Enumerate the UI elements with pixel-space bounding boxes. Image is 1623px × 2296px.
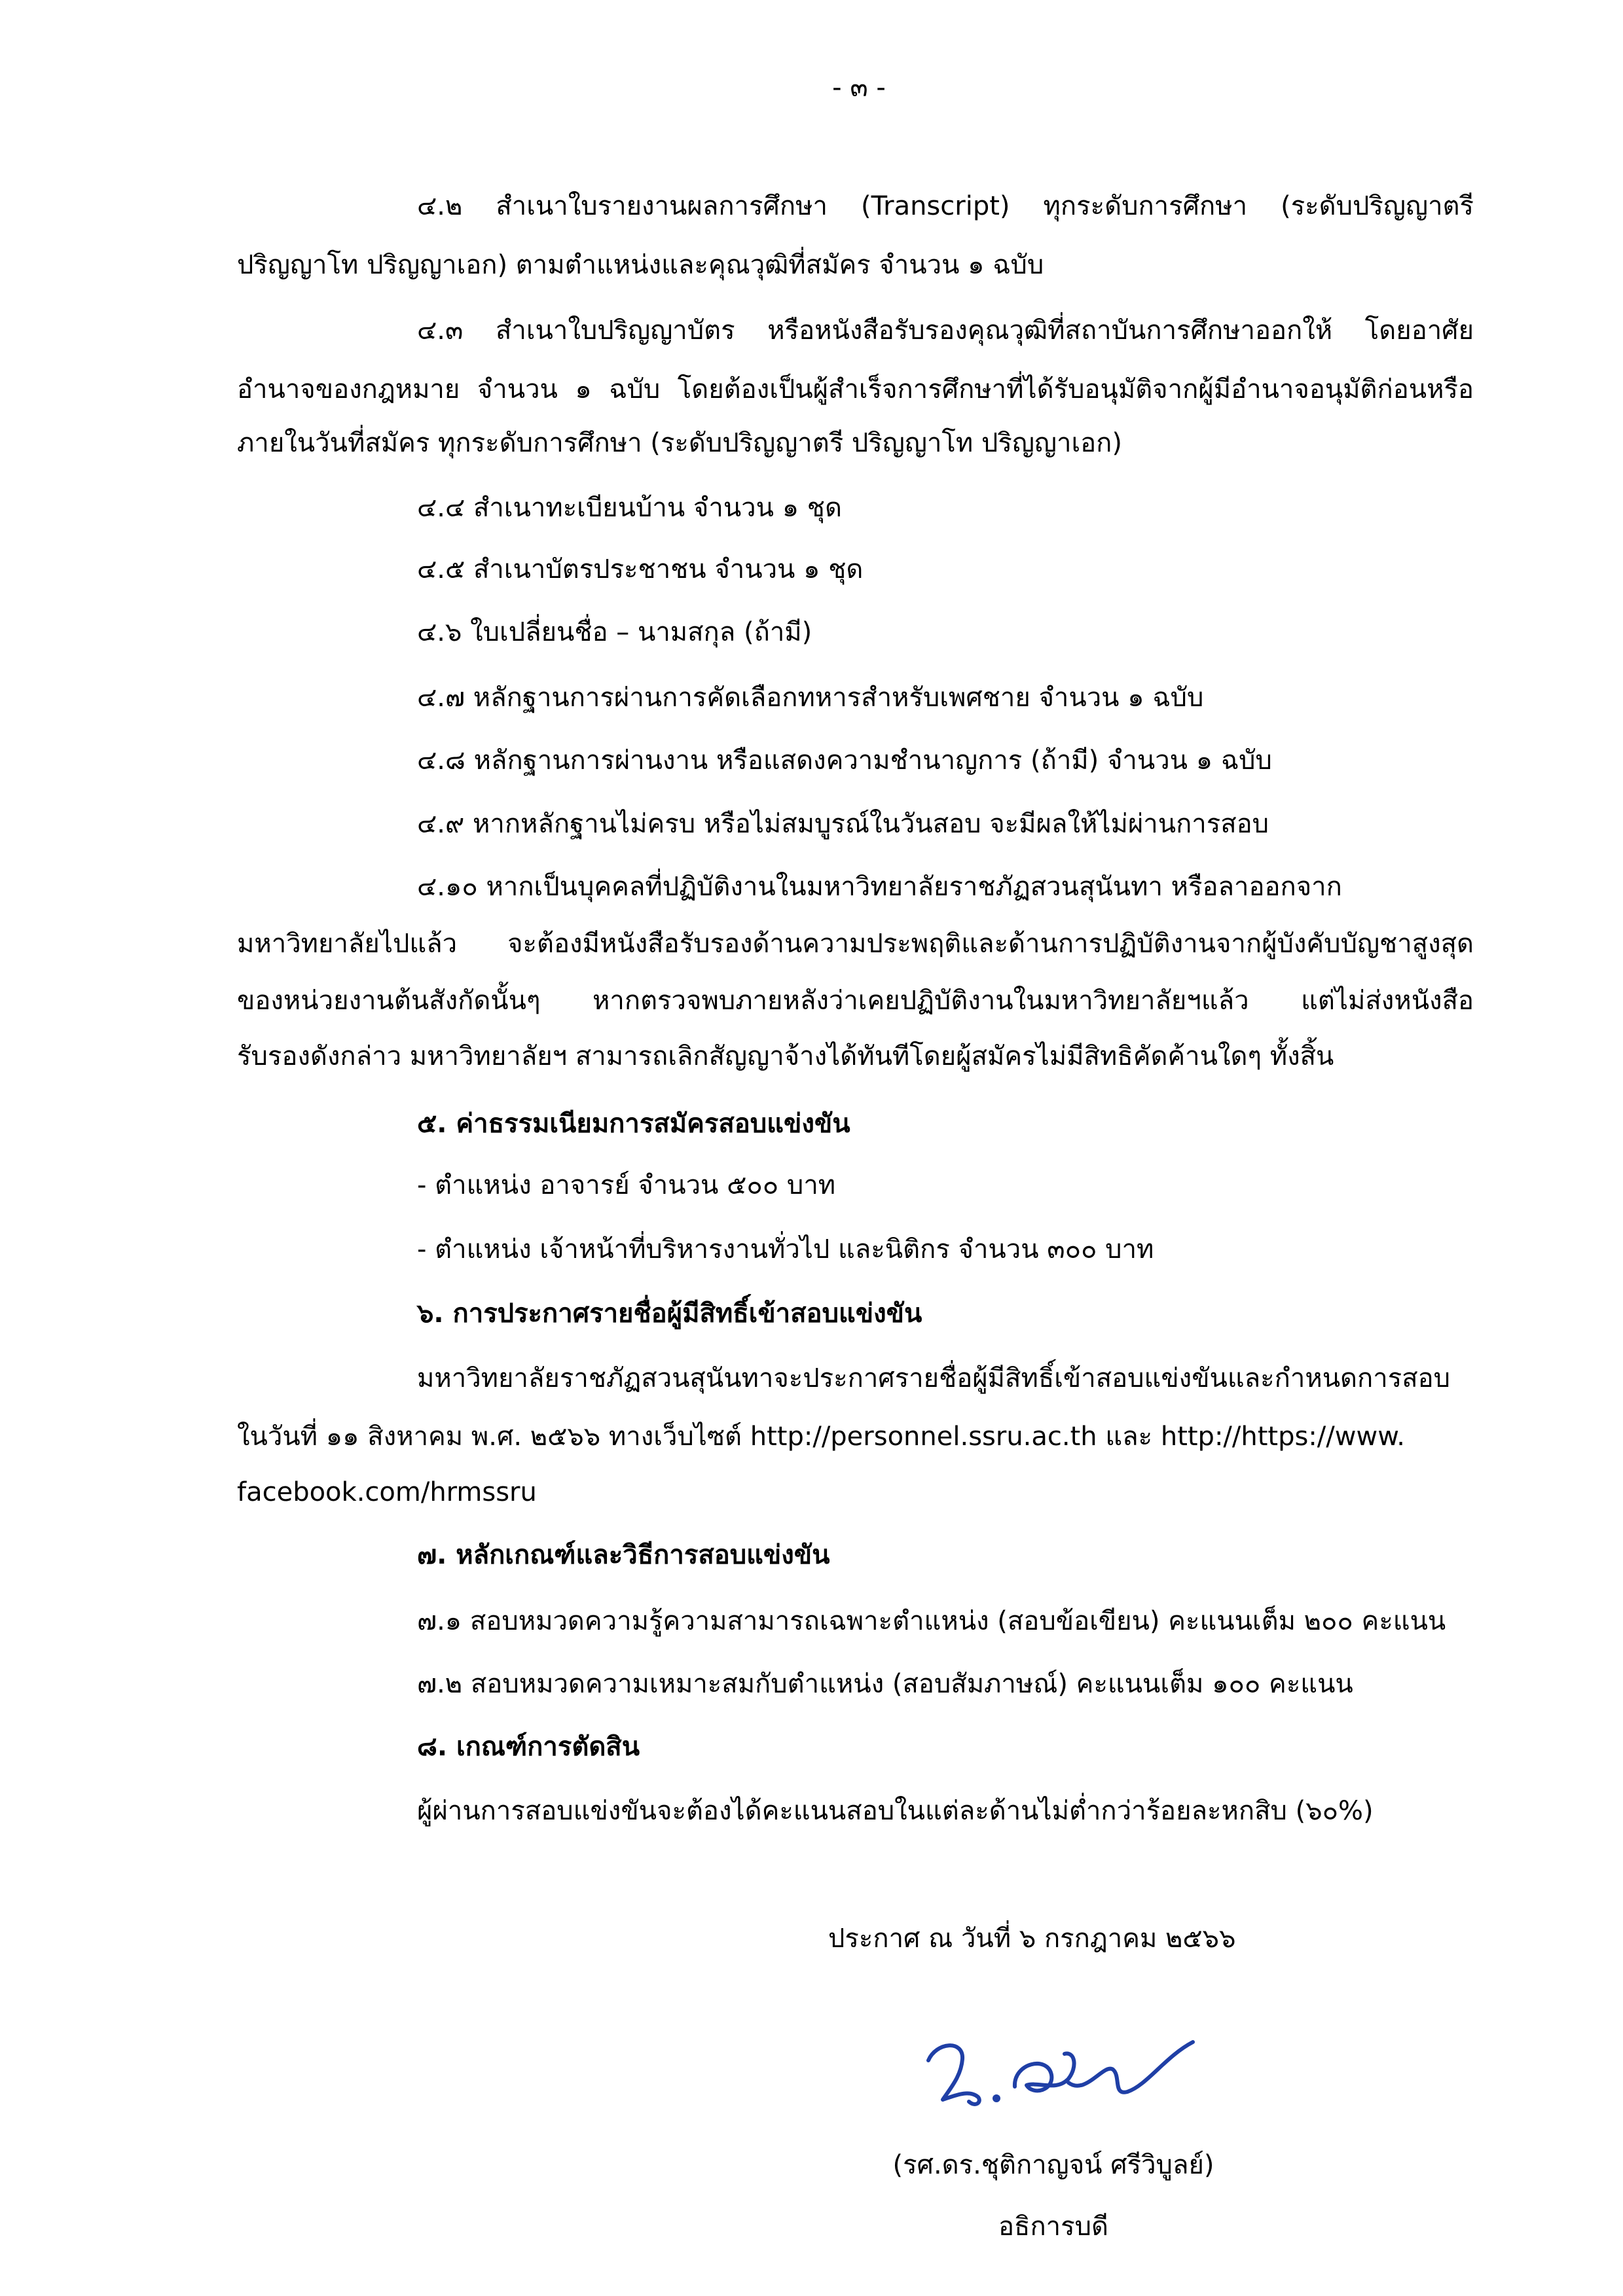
item-4-6: ๔.๖ ใบเปลี่ยนชื่อ – นามสกุล (ถ้ามี): [417, 617, 812, 647]
item-4-3-line-2: อำนาจของกฎหมาย จำนวน ๑ ฉบับ โดยต้องเป็นผู้สำเร็จการศึกษาที่ได้รับอนุมัติจากผู้มีอำนาจอนุมัติก่อนหรือ: [237, 374, 1474, 404]
signature-stroke-2: [1015, 2054, 1074, 2091]
item-4-10-line-2: มหาวิทยาลัยไปแล้ว จะต้องมีหนังสือรับรองด้านความประพฤติและด้านการปฏิบัติงานจากผู้บังคับบัญชาสูงสุด: [237, 929, 1474, 959]
item-4-10-line-4: รับรองดังกล่าว มหาวิทยาลัยฯ สามารถเลิกสัญญาจ้างได้ทันทีโดยผู้สมัครไม่มีสิทธิคัดค้านใดๆ ทั้งสิ้น: [237, 1041, 1334, 1071]
section-8-paragraph: ผู้ผ่านการสอบแข่งขันจะต้องได้คะแนนสอบในแต่ละด้านไม่ต่ำกว่าร้อยละหกสิบ (๖๐%): [417, 1796, 1374, 1826]
section-7-heading: ๗. หลักเกณฑ์และวิธีการสอบแข่งขัน: [417, 1540, 830, 1570]
announcement-date: ประกาศ ณ วันที่ ๖ กรกฎาคม ๒๕๖๖: [828, 1924, 1236, 1954]
section-6-paragraph-line-3: facebook.com/hrmssru: [237, 1477, 537, 1507]
item-4-4: ๔.๔ สำเนาทะเบียนบ้าน จำนวน ๑ ชุด: [417, 493, 842, 523]
item-4-7: ๔.๗ หลักฐานการผ่านการคัดเลือกทหารสำหรับเพศชาย จำนวน ๑ ฉบับ: [417, 683, 1204, 713]
item-4-3-line-3: ภายในวันที่สมัคร ทุกระดับการศึกษา (ระดับปริญญาตรี ปริญญาโท ปริญญาเอก): [237, 428, 1122, 458]
item-4-8: ๔.๘ หลักฐานการผ่านงาน หรือแสดงความชำนาญการ (ถ้ามี) จำนวน ๑ ฉบับ: [417, 745, 1272, 776]
item-4-2-line-1: ๔.๒ สำเนาใบรายงานผลการศึกษา (Transcript) ทุกระดับการศึกษา (ระดับปริญญาตรี: [417, 191, 1474, 221]
signature-stroke-3: [1068, 2042, 1193, 2092]
section-6-paragraph-line-1: มหาวิทยาลัยราชภัฏสวนสุนันทาจะประกาศรายชื่อผู้มีสิทธิ์เข้าสอบแข่งขันและกำหนดการสอบ: [417, 1363, 1451, 1393]
item-4-3-line-1: ๔.๓ สำเนาใบปริญญาบัตร หรือหนังสือรับรองคุณวุฒิที่สถาบันการศึกษาออกให้ โดยอาศัย: [417, 315, 1474, 346]
item-4-10-line-3: ของหน่วยงานต้นสังกัดนั้นๆ หากตรวจพบภายหลังว่าเคยปฏิบัติงานในมหาวิทยาลัยฯแล้ว แต่ไม่ส่งหนังสือ: [237, 986, 1474, 1016]
item-4-2-line-2: ปริญญาโท ปริญญาเอก) ตามตำแหน่งและคุณวุฒิที่สมัคร จำนวน ๑ ฉบับ: [237, 250, 1044, 280]
section-5-item-1: - ตำแหน่ง อาจารย์ จำนวน ๕๐๐ บาท: [417, 1170, 836, 1200]
section-5-item-2: - ตำแหน่ง เจ้าหน้าที่บริหารงานทั่วไป และนิติกร จำนวน ๓๐๐ บาท: [417, 1234, 1154, 1265]
section-7-item-1: ๗.๑ สอบหมวดความรู้ความสามารถเฉพาะตำแหน่ง (สอบข้อเขียน) คะแนนเต็ม ๒๐๐ คะแนน: [417, 1606, 1446, 1636]
section-7-item-2: ๗.๒ สอบหมวดความเหมาะสมกับตำแหน่ง (สอบสัมภาษณ์) คะแนนเต็ม ๑๐๐ คะแนน: [417, 1669, 1353, 1699]
signature: [917, 2022, 1198, 2114]
item-4-10-line-1: ๔.๑๐ หากเป็นบุคคลที่ปฏิบัติงานในมหาวิทยาลัยราชภัฏสวนสุนันทา หรือลาออกจาก: [417, 872, 1342, 902]
section-5-heading: ๕. ค่าธรรมเนียมการสมัครสอบแข่งขัน: [417, 1109, 850, 1139]
page-number: - ๓ -: [832, 73, 886, 103]
signature-dot: [993, 2094, 1000, 2102]
item-4-5: ๔.๕ สำเนาบัตรประชาชน จำนวน ๑ ชุด: [417, 554, 864, 584]
signatory-title: อธิการบดี: [998, 2212, 1108, 2242]
section-6-heading: ๖. การประกาศรายชื่อผู้มีสิทธิ์เข้าสอบแข่งขัน: [417, 1299, 922, 1329]
item-4-9: ๔.๙ หากหลักฐานไม่ครบ หรือไม่สมบูรณ์ในวันสอบ จะมีผลให้ไม่ผ่านการสอบ: [417, 809, 1269, 839]
signatory-name: (รศ.ดร.ชุติกาญจน์ ศรีวิบูลย์): [892, 2150, 1214, 2180]
section-8-heading: ๘. เกณฑ์การตัดสิน: [417, 1732, 640, 1762]
section-6-paragraph-line-2: ในวันที่ ๑๑ สิงหาคม พ.ศ. ๒๕๖๖ ทางเว็บไซต์ http://personnel.ssru.ac.th และ http://https://www.: [237, 1422, 1405, 1452]
signature-stroke-1: [928, 2045, 979, 2104]
